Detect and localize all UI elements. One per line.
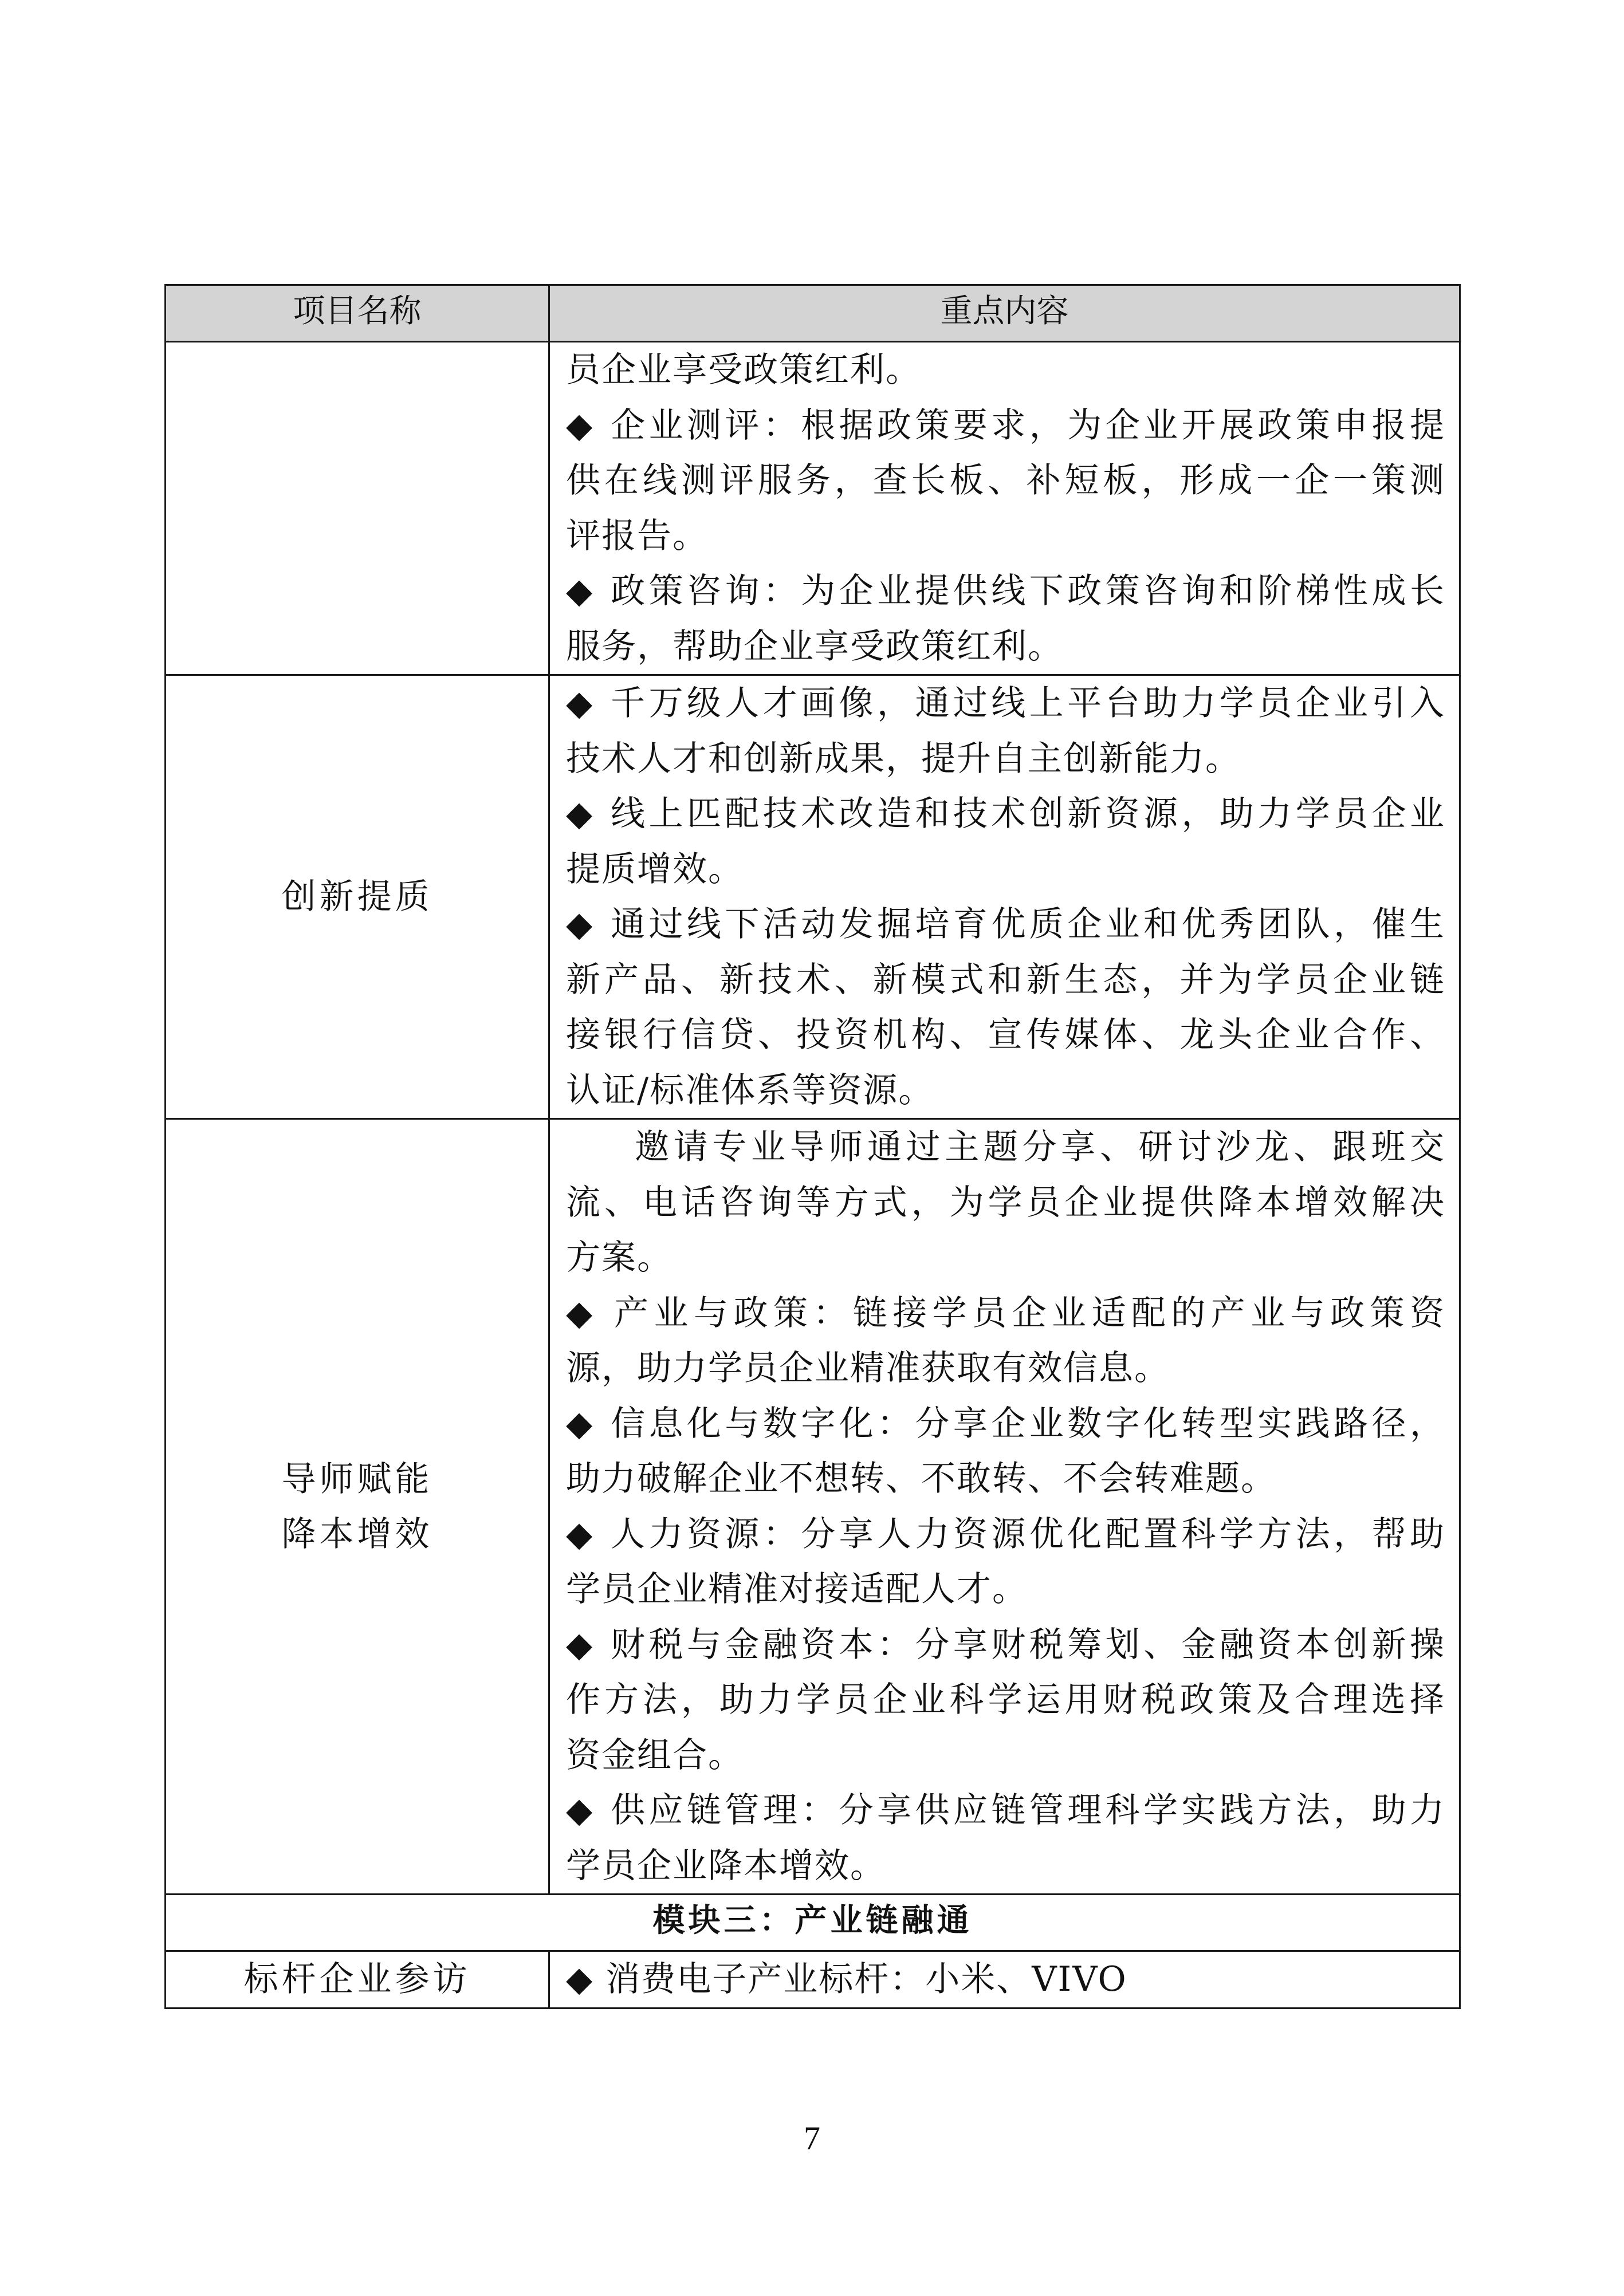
content-line: 流、电话咨询等方式，为学员企业提供降本增效解决 [566,1182,1445,1223]
row-name-cell: 标杆企业参访 [166,1951,549,2008]
content-line: 学员企业降本增效。 [566,1845,886,1886]
content-line: ◆ 政策咨询：为企业提供线下政策咨询和阶梯性成长 [566,571,1445,611]
content-line: 服务，帮助企业享受政策红利。 [566,626,1063,667]
content-line: ◆ 产业与政策：链接学员企业适配的产业与政策资 [566,1293,1445,1333]
header-project-name: 项目名称 [166,285,549,342]
module-row [166,1895,1460,1951]
content-line: 新产品、新技术、新模式和新生态，并为学员企业链 [566,959,1445,1000]
content-line: 方案。 [566,1238,673,1278]
content-line: ◆ 财税与金融资本：分享财税筹划、金融资本创新操 [566,1624,1445,1665]
content-line: ◆ 企业测评：根据政策要求，为企业开展政策申报提 [566,405,1445,446]
row-name-cell [166,342,549,675]
content-line: ◆ 消费电子产业标杆：小米、VIVO [566,1959,1127,1999]
content-line: 认证/标准体系等资源。 [566,1070,934,1110]
table-row [166,1119,1460,1895]
row-name-line: 导师赋能 [281,1459,433,1499]
row-content-cell [549,342,1460,675]
content-line: 邀请专业导师通过主题分享、研讨沙龙、跟班交 [635,1127,1445,1167]
table-row [166,675,1460,1119]
table-row [166,1951,1460,2008]
content-line: 源，助力学员企业精准获取有效信息。 [566,1348,1170,1388]
content-line: 评报告。 [566,515,708,556]
content-line: 供在线测评服务，查长板、补短板，形成一企一策测 [566,460,1445,501]
row-content-cell [549,675,1460,1119]
content-line: ◆ 线上匹配技术改造和技术创新资源，助力学员企业 [566,794,1445,834]
header-key-content: 重点内容 [549,285,1460,342]
content-line: ◆ 信息化与数字化：分享企业数字化转型实践路径， [566,1403,1445,1444]
content-line: ◆ 通过线下活动发掘培育优质企业和优秀团队，催生 [566,904,1445,944]
row-content-cell [549,1119,1460,1895]
table-header-row [166,285,1460,342]
row-name-cell [166,1119,549,1895]
row-name-line: 降本增效 [281,1514,433,1554]
content-line: 技术人才和创新成果，提升自主创新能力。 [566,738,1241,779]
row-content-cell [549,1951,1460,2008]
content-table [164,284,1461,2009]
content-line: 作方法，助力学员企业科学运用财税政策及合理选择 [566,1680,1445,1720]
content-line: 接银行信贷、投资机构、宣传媒体、龙头企业合作、 [566,1015,1445,1055]
content-line: ◆ 供应链管理：分享供应链管理科学实践方法，助力 [566,1790,1445,1830]
content-line: 员企业享受政策红利。 [566,350,921,390]
content-line: 助力破解企业不想转、不敢转、不会转难题。 [566,1459,1276,1499]
page-number: 7 [804,2120,820,2157]
content-line: ◆ 千万级人才画像，通过线上平台助力学员企业引入 [566,683,1445,723]
content-line: ◆ 人力资源：分享人力资源优化配置科学方法，帮助 [566,1514,1445,1554]
content-line: 资金组合。 [566,1735,744,1775]
content-line: 学员企业精准对接适配人才。 [566,1569,1028,1609]
module-title: 模块三：产业链融通 [166,1895,1460,1951]
table-row [166,342,1460,675]
content-line: 提质增效。 [566,849,744,889]
row-name-cell: 创新提质 [166,675,549,1119]
